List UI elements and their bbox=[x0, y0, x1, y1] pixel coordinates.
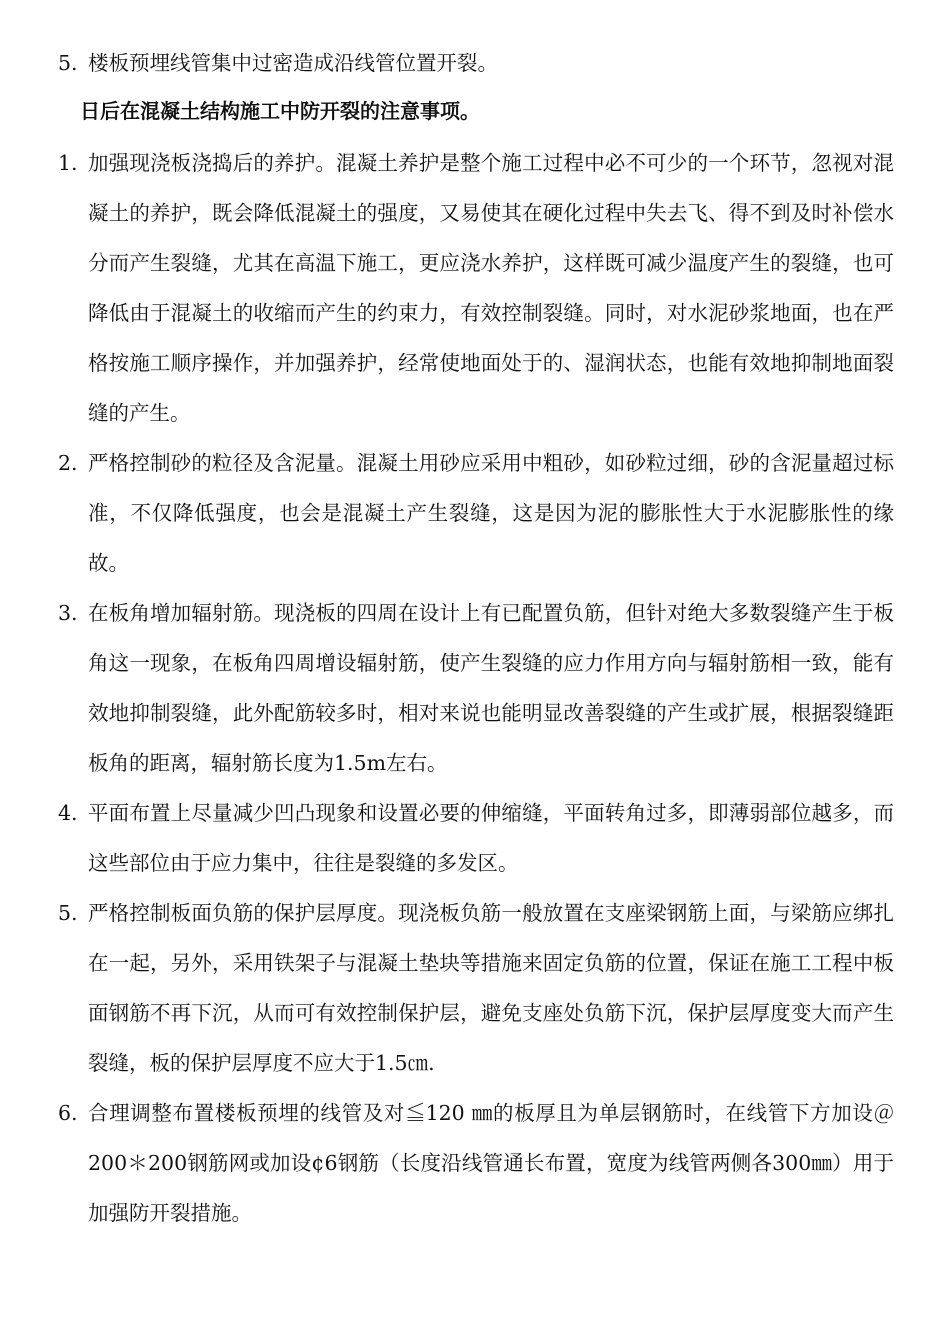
list-item-6 bbox=[58, 1088, 894, 1238]
list-item-text: 严格控制砂的粒径及含泥量。混凝土用砂应采用中粗砂，如砂粒过细，砂的含泥量超过标准，不仅降低强度，也会是混凝土产生裂缝，这是因为泥的膨胀性大于水泥膨胀性的缘故。 bbox=[88, 451, 894, 575]
list-item-text: 加强现浇板浇捣后的养护。混凝土养护是整个施工过程中必不可少的一个环节，忽视对混凝土的养护，既会降低混凝土的强度，又易使其在硬化过程中失去飞、得不到及时补偿水分而产生裂缝，尤其在高温下施工，更应浇水养护，这样既可减少温度产生的裂缝，也可降低由于混凝土的收缩而产生的约束力，有效控制裂缝。同时，对水泥砂浆地面，也在严格按施工顺序操作，并加强养护，经常使地面处于的、湿润状态，也能有效地抑制地面裂缝的产生。 bbox=[88, 151, 894, 425]
list-item-prev-5 bbox=[58, 38, 894, 88]
section-heading: 日后在混凝土结构施工中防开裂的注意事项。 bbox=[80, 99, 480, 123]
list-item-number: 5. bbox=[58, 51, 78, 75]
list-item-1 bbox=[58, 138, 894, 438]
list-item-number: 1. bbox=[58, 151, 78, 175]
list-item-number: 5. bbox=[58, 901, 78, 925]
list-item-number: 3. bbox=[58, 601, 78, 625]
list-item-5 bbox=[58, 888, 894, 1088]
list-item-text: 平面布置上尽量减少凹凸现象和设置必要的伸缩缝，平面转角过多，即薄弱部位越多，而这些部位由于应力集中，往往是裂缝的多发区。 bbox=[88, 801, 894, 875]
list-item-3 bbox=[58, 588, 894, 788]
list-item-number: 2. bbox=[58, 451, 78, 475]
list-item-number: 6. bbox=[58, 1101, 78, 1125]
list-item-text: 楼板预埋线管集中过密造成沿线管位置开裂。 bbox=[88, 51, 498, 75]
list-item-number: 4. bbox=[58, 801, 78, 825]
list-item-text: 在板角增加辐射筋。现浇板的四周在设计上有已配置负筋，但针对绝大多数裂缝产生于板角这一现象，在板角四周增设辐射筋，使产生裂缝的应力作用方向与辐射筋相一致，能有效地抑制裂缝，此外配筋较多时，相对来说也能明显改善裂缝的产生或扩展，根据裂缝距板角的距离，辐射筋长度为1.5m左右。 bbox=[88, 601, 894, 775]
list-item-4 bbox=[58, 788, 894, 888]
list-item-text: 合理调整布置楼板预埋的线管及对≦120 ㎜的板厚且为单层钢筋时，在线管下方加设＠200＊200钢筋网或加设¢6钢筋（长度沿线管通长布置，宽度为线管两侧各300㎜）用于加强防开裂措施。 bbox=[88, 1101, 894, 1225]
list-item-2 bbox=[58, 438, 894, 588]
list-item-text: 严格控制板面负筋的保护层厚度。现浇板负筋一般放置在支座梁钢筋上面，与梁筋应绑扎在一起，另外，采用铁架子与混凝土垫块等措施来固定负筋的位置，保证在施工工程中板面钢筋不再下沉，从而可有效控制保护层，避免支座处负筋下沉，保护层厚度变大而产生裂缝，板的保护层厚度不应大于1.5㎝. bbox=[88, 901, 894, 1075]
